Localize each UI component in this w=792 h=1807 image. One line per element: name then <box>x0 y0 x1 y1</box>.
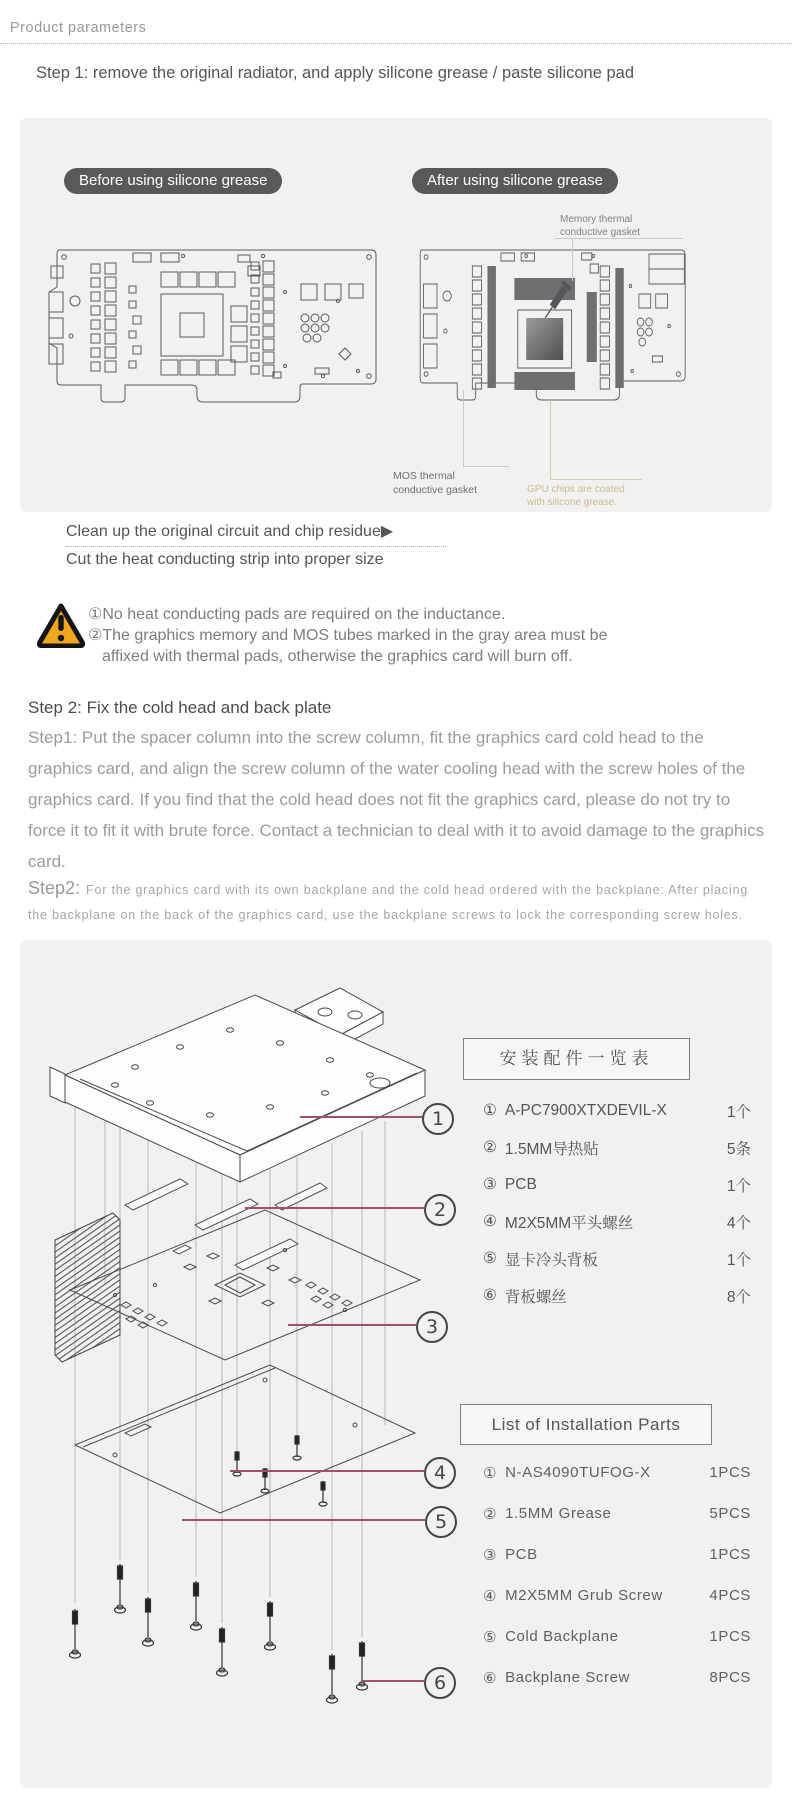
pcb-after-diagram <box>400 226 686 428</box>
mos-label-rule <box>463 466 509 467</box>
warning-line: ①No heat conducting pads are required on the inductance. <box>88 606 506 623</box>
callout-6: 6 <box>424 1667 456 1699</box>
parts-row: ③ PCB 1PCS <box>483 1546 751 1564</box>
exploded-assembly-diagram <box>25 955 445 1775</box>
silicone-grease-figure <box>20 118 772 512</box>
callout4-leader <box>230 1470 424 1472</box>
parts-row: ⑤ Cold Backplane 1PCS <box>483 1628 751 1646</box>
parts-row: ⑤ 显卡冷头背板 1个 <box>483 1250 751 1269</box>
gpu-label-rule <box>550 479 642 480</box>
header-divider <box>0 43 792 44</box>
step2-note-text: For the graphics card with its own backplane and the cold head ordered with the backplane: After placing the backplane on the back of the graphics card, use the backplane screws to lock the corresponding screw holes. <box>28 883 749 922</box>
parts-row: ① N-AS4090TUFOG-X 1PCS <box>483 1464 751 1482</box>
after-grease-badge: After using silicone grease <box>412 168 618 194</box>
parts-row: ① A-PC7900XTXDEVIL-X 1个 <box>483 1101 751 1121</box>
callout6-leader <box>361 1680 424 1682</box>
parts-row: ④ M2X5MM平头螺丝 4个 <box>483 1213 751 1232</box>
parts-table-cn <box>483 1092 751 1314</box>
callout-1: 1 <box>422 1103 454 1135</box>
step2-paragraph: Step1: Put the spacer column into the screw column, fit the graphics card cold head to the graphics card, and align the screw column of the water cooling head with the screw holes of the graphics card. If you find that the cold head does not fit the graphics card, please do not try to force it to fit it with brute force. Contact a technician to deal with it to avoid damage to the graphics card. <box>28 728 765 871</box>
callout-3: 3 <box>416 1311 448 1343</box>
callout5-leader <box>182 1519 425 1521</box>
clean-instruction: Clean up the original circuit and chip residue▶ <box>66 523 394 540</box>
warning-text <box>88 604 607 667</box>
parts-row: ② 1.5MM导热贴 5条 <box>483 1139 751 1158</box>
parts-table-cn-title: 安装配件一览表 <box>463 1038 690 1080</box>
parts-row: ② 1.5MM Grease 5PCS <box>483 1505 751 1523</box>
memory-leader-line <box>572 239 573 281</box>
before-grease-badge: Before using silicone grease <box>64 168 282 194</box>
parts-table-en-title: List of Installation Parts <box>460 1404 712 1445</box>
pcb-before-diagram <box>33 226 389 428</box>
callout2-leader <box>245 1207 424 1209</box>
gpu-leader-line <box>550 400 551 480</box>
installation-parts-figure <box>20 940 772 1788</box>
step2-note-label: Step2: <box>28 878 81 898</box>
step2-note <box>28 876 754 928</box>
memory-gasket-label: Memory thermal conductive gasket <box>560 214 641 238</box>
parts-row: ⑥ 背板螺丝 8个 <box>483 1287 751 1306</box>
cut-instruction: Cut the heat conducting strip into proper size <box>66 551 384 568</box>
clean-divider <box>66 546 446 547</box>
callout1-leader <box>300 1116 422 1118</box>
callout-4: 4 <box>424 1457 456 1489</box>
warning-line: ②The graphics memory and MOS tubes marked in the gray area must be <box>88 627 608 644</box>
parts-row: ④ M2X5MM Grub Screw 4PCS <box>483 1587 751 1605</box>
mos-leader-line <box>463 390 464 466</box>
parts-row: ③ PCB 1个 <box>483 1175 751 1195</box>
memory-label-rule <box>555 238 683 239</box>
callout-2: 2 <box>424 1194 456 1226</box>
step1-heading: Step 1: remove the original radiator, and apply silicone grease / paste silicone pad <box>36 64 635 82</box>
parts-row: ⑥ Backplane Screw 8PCS <box>483 1669 751 1687</box>
step2-heading: Step 2: Fix the cold head and back plate <box>28 698 332 717</box>
callout3-leader <box>288 1324 416 1326</box>
page-title: Product parameters <box>10 20 147 36</box>
callout-5: 5 <box>425 1506 457 1538</box>
warning-line: affixed with thermal pads, otherwise the graphics card will burn off. <box>102 648 573 665</box>
mos-gasket-label: MOS thermal conductive gasket <box>393 470 478 496</box>
warning-icon <box>36 602 86 648</box>
parts-table-en <box>483 1452 751 1698</box>
gpu-grease-label: GPU chips are coated with silicone grease. <box>527 484 625 508</box>
